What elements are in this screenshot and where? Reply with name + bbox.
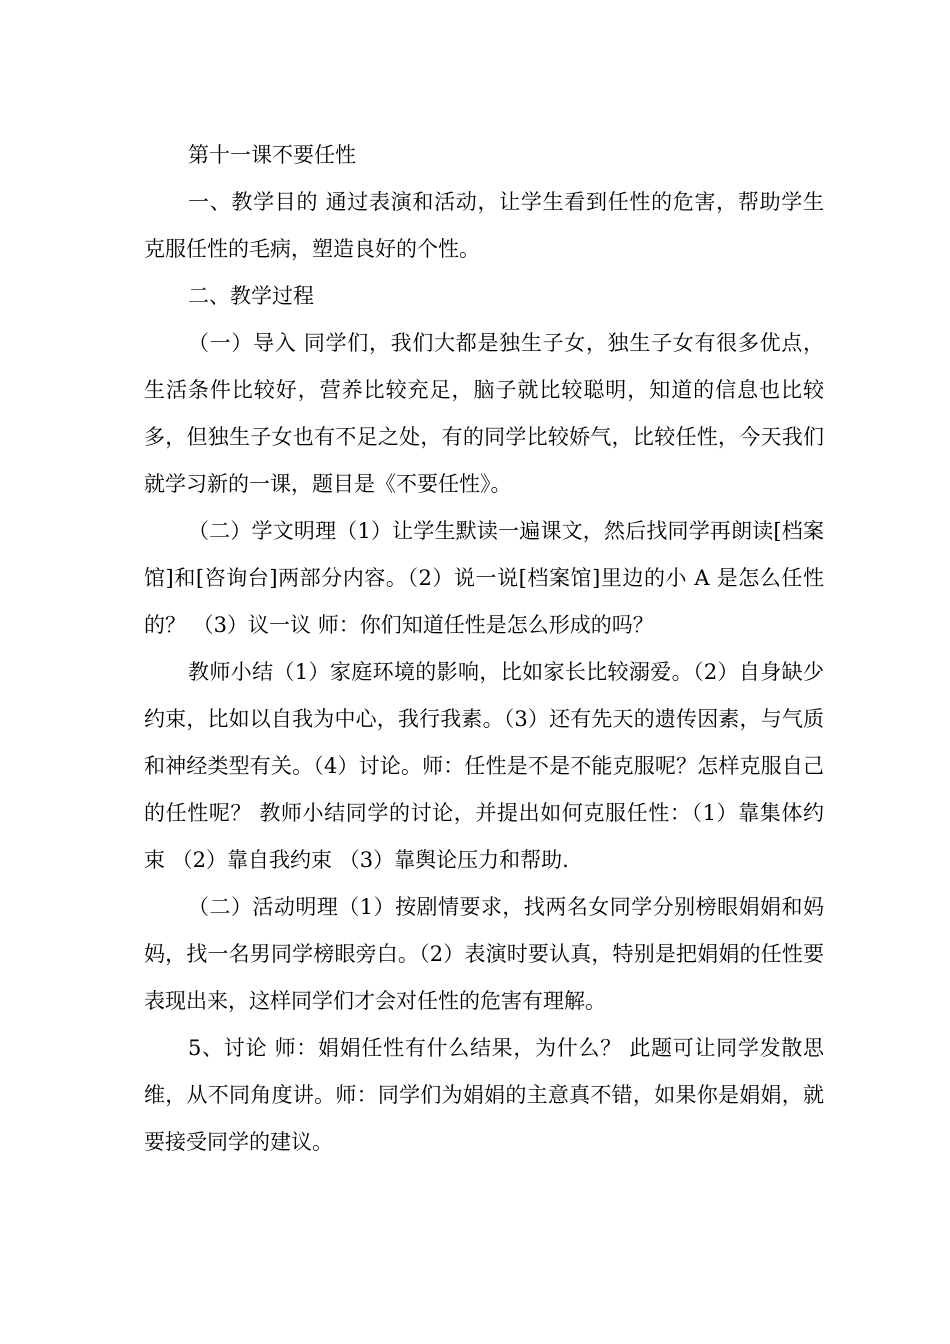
paragraph-discussion: 5、讨论 师：娟娟任性有什么结果，为什么？ 此题可让同学发散思维，从不同角度讲。师：同学们为娟娟的主意真不错，如果你是娟娟，就要接受同学的建议。 (144, 1036, 824, 1154)
paragraph-teaching-goal: 一、教学目的 通过表演和活动，让学生看到任性的危害，帮助学生克服任性的毛病，塑造良好的个性。 (144, 190, 824, 261)
paragraph-study-text: （二）学文明理（1）让学生默读一遍课文，然后找同学再朗读[档案馆]和[咨询台]两部分内容。（2）说一说[档案馆]里边的小 A 是怎么任性的？ （3）议一议 师：你们知道任性是怎么形成的吗？ (144, 519, 824, 637)
document-body (144, 132, 824, 1166)
lesson-title: 第十一课不要任性 (188, 143, 356, 167)
paragraph-activity: （二）活动明理（1）按剧情要求，找两名女同学分别榜眼娟娟和妈妈，找一名男同学榜眼旁白。（2）表演时要认真，特别是把娟娟的任性要表现出来，这样同学们才会对任性的危害有理解。 (144, 895, 824, 1013)
paragraph-introduction: （一）导入 同学们，我们大都是独生子女，独生子女有很多优点，生活条件比较好，营养比较充足，脑子就比较聪明，知道的信息也比较多，但独生子女也有不足之处，有的同学比较娇气，比较任性，今天我们就学习新的一课，题目是《不要任性》。 (144, 331, 824, 496)
paragraph-teaching-process-heading: 二、教学过程 (188, 284, 314, 308)
paragraph-teacher-summary: 教师小结（1）家庭环境的影响，比如家长比较溺爱。（2）自身缺少约束，比如以自我为中心，我行我素。（3）还有先天的遗传因素，与气质和神经类型有关。（4）讨论。师：任性是不是不能克服呢？怎样克服自己的任性呢？ 教师小结同学的讨论，并提出如何克服任性：（1）靠集体约束 （2）靠自我约束 （3）靠舆论压力和帮助. (144, 660, 824, 872)
